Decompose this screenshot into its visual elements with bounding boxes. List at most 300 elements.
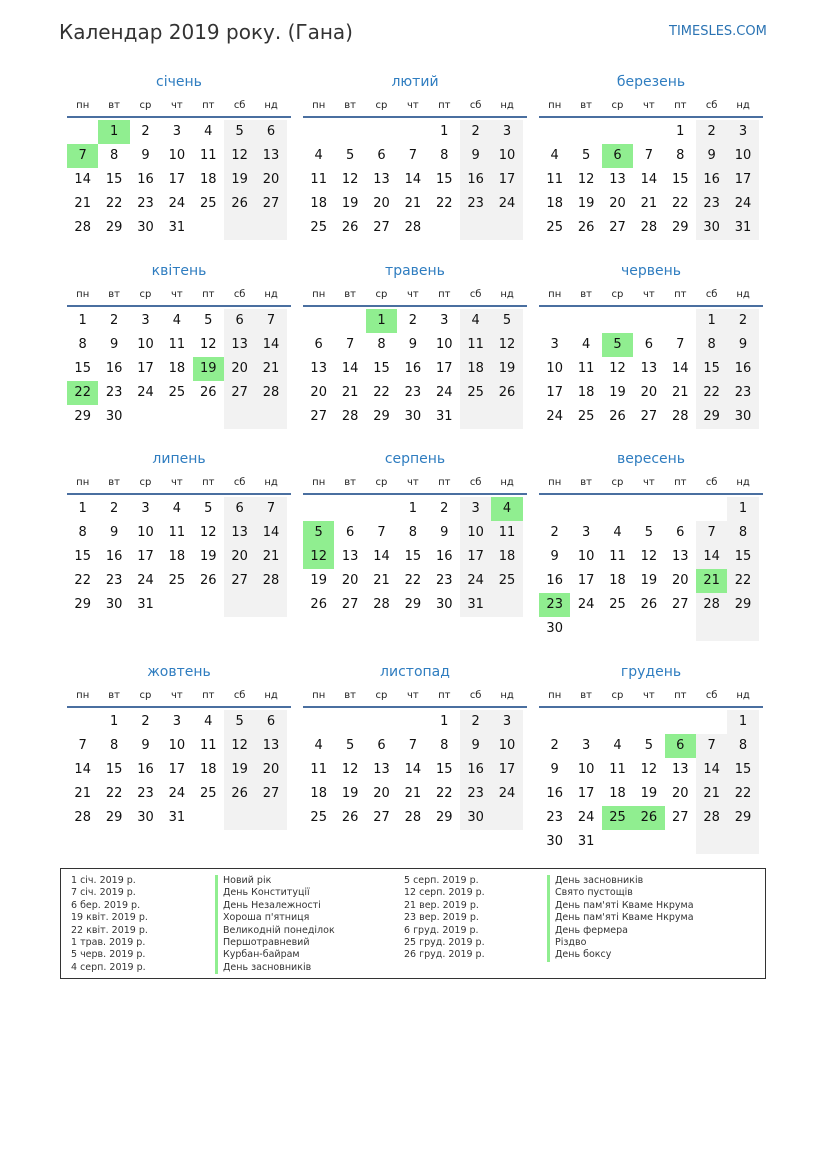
empty-cell	[334, 497, 365, 521]
weekday-label: пн	[312, 690, 326, 701]
legend-holiday-name: День Конституції	[215, 887, 335, 899]
day-cell: 5	[224, 120, 255, 144]
weekday-label: нд	[736, 289, 750, 300]
legend-date: 5 черв. 2019 р.	[71, 949, 146, 961]
day-cell: 21	[255, 545, 286, 569]
day-cell: 23	[105, 385, 123, 400]
day-cell: 13	[255, 734, 286, 758]
day-cell: 30	[435, 597, 453, 612]
day-cell: 8	[727, 521, 758, 545]
day-cell: 29	[696, 405, 727, 429]
day-cell: 1	[696, 309, 727, 333]
legend-holiday-name: Хороша п'ятниця	[215, 912, 335, 924]
day-cell: 11	[491, 521, 522, 545]
day-cell: 26	[199, 573, 217, 588]
day-cell: 21	[255, 357, 286, 381]
day-cell: 6	[377, 148, 386, 163]
empty-cell	[570, 617, 601, 641]
day-cell: 12	[224, 734, 255, 758]
weekday-label: нд	[264, 477, 278, 488]
weekday-label: чт	[407, 477, 419, 488]
day-cell: 30	[460, 806, 491, 830]
day-cell: 25	[546, 220, 563, 235]
legend-holiday-name: Новий рік	[215, 875, 335, 887]
day-cell: 10	[137, 337, 154, 352]
empty-cell	[429, 216, 460, 240]
legend-holiday-name: День засновників	[215, 962, 335, 974]
day-cell: 27	[373, 220, 390, 235]
day-cell: 26	[577, 220, 595, 235]
weekday-label: чт	[643, 477, 655, 488]
day-cell: 26	[224, 192, 255, 216]
day-cell: 3	[172, 124, 181, 139]
weekday-header	[67, 475, 291, 491]
day-cell: 24	[577, 597, 595, 612]
day-cell: 29	[727, 593, 758, 617]
empty-cell	[696, 710, 727, 734]
weekday-label: чт	[643, 690, 655, 701]
day-cell: 3	[141, 501, 150, 516]
day-cell: 26	[224, 782, 255, 806]
day-cell: 22	[696, 381, 727, 405]
empty-cell	[397, 710, 428, 734]
day-cell: 5	[204, 313, 213, 328]
day-cell: 3	[491, 710, 522, 734]
empty-cell	[539, 120, 570, 144]
day-cell: 18	[546, 196, 563, 211]
day-cell: 20	[310, 385, 327, 400]
weekday-label: вт	[344, 289, 356, 300]
legend-date: 6 бер. 2019 р.	[71, 899, 141, 911]
day-cell: 17	[491, 758, 522, 782]
legend-names-right	[547, 875, 694, 962]
weekday-label: ср	[611, 100, 624, 111]
header-rule	[67, 493, 291, 495]
day-cell: 28	[404, 810, 422, 825]
empty-cell	[633, 710, 664, 734]
empty-cell	[224, 806, 255, 830]
day-cell: 26	[341, 220, 359, 235]
empty-cell	[665, 497, 696, 521]
day-grid	[67, 120, 291, 240]
day-cell: 4	[314, 738, 323, 753]
day-cell: 11	[577, 361, 595, 376]
day-cell: 31	[168, 220, 186, 235]
day-cell: 19	[341, 786, 359, 801]
day-cell: 10	[546, 361, 563, 376]
day-cell: 2	[408, 313, 417, 328]
empty-cell	[696, 617, 727, 641]
day-cell: 17	[460, 545, 491, 569]
day-cell: 16	[546, 786, 563, 801]
holiday-day-cell: 12	[303, 545, 334, 569]
holiday-day-cell: 4	[491, 497, 522, 521]
day-cell: 29	[671, 220, 689, 235]
empty-cell	[67, 120, 98, 144]
day-cell: 4	[550, 148, 559, 163]
day-cell: 6	[255, 710, 286, 734]
empty-cell	[366, 710, 397, 734]
day-cell: 15	[435, 762, 453, 777]
day-cell: 24	[435, 385, 453, 400]
day-cell: 24	[137, 573, 154, 588]
day-cell: 15	[435, 172, 453, 187]
month-name: жовтень	[147, 664, 211, 680]
day-cell: 24	[727, 192, 758, 216]
empty-cell	[67, 710, 98, 734]
empty-cell	[602, 830, 633, 854]
day-cell: 7	[408, 148, 417, 163]
weekday-label: ср	[375, 289, 388, 300]
weekday-label: пн	[312, 289, 326, 300]
day-cell: 5	[581, 148, 591, 163]
day-cell: 25	[310, 810, 327, 825]
day-cell: 10	[168, 148, 186, 163]
weekday-label: чт	[407, 690, 419, 701]
weekday-label: чт	[643, 289, 655, 300]
empty-cell	[460, 216, 491, 240]
day-cell: 1	[109, 714, 119, 729]
holiday-day-cell: 19	[193, 357, 224, 381]
day-grid	[67, 309, 291, 429]
day-cell: 29	[727, 806, 758, 830]
day-cell: 23	[404, 385, 422, 400]
empty-cell	[255, 405, 286, 429]
day-cell: 7	[676, 337, 685, 352]
holiday-day-cell: 22	[67, 381, 98, 405]
month-block	[303, 261, 527, 429]
day-cell: 17	[577, 573, 595, 588]
empty-cell	[602, 497, 633, 521]
legend-date: 25 груд. 2019 р.	[404, 936, 485, 948]
day-cell: 20	[671, 786, 689, 801]
day-cell: 11	[168, 337, 186, 352]
weekday-header	[303, 475, 527, 491]
legend-holiday-name: Великодній понеділок	[215, 925, 335, 937]
day-cell: 26	[199, 385, 217, 400]
day-cell: 18	[609, 786, 626, 801]
day-cell: 25	[310, 220, 327, 235]
day-cell: 6	[224, 309, 255, 333]
day-cell: 2	[440, 501, 449, 516]
day-cell: 27	[671, 597, 689, 612]
holiday-legend	[60, 868, 766, 979]
day-cell: 13	[671, 549, 689, 564]
day-cell: 26	[310, 597, 327, 612]
legend-holiday-name: Курбан-байрам	[215, 949, 335, 961]
day-cell: 12	[224, 144, 255, 168]
day-cell: 15	[373, 361, 390, 376]
day-cell: 23	[435, 573, 453, 588]
day-cell: 30	[546, 621, 563, 636]
day-cell: 15	[727, 758, 758, 782]
empty-cell	[727, 830, 758, 854]
day-cell: 30	[105, 409, 123, 424]
day-cell: 28	[341, 409, 359, 424]
weekday-label: пт	[674, 477, 687, 488]
day-cell: 4	[613, 738, 622, 753]
day-cell: 20	[255, 168, 286, 192]
day-cell: 11	[310, 172, 327, 187]
weekday-label: пн	[76, 100, 90, 111]
month-block	[539, 261, 763, 429]
month-block	[539, 662, 763, 854]
weekday-header	[67, 688, 291, 704]
legend-holiday-name: День пам'яті Кваме Нкрума	[547, 912, 694, 924]
day-cell: 22	[671, 196, 689, 211]
day-cell: 10	[137, 525, 154, 540]
empty-cell	[491, 593, 522, 617]
weekday-header	[539, 98, 763, 114]
month-name: серпень	[384, 451, 446, 467]
day-cell: 15	[105, 172, 123, 187]
header-rule	[67, 706, 291, 708]
day-cell: 21	[373, 573, 390, 588]
day-cell: 23	[105, 573, 123, 588]
day-cell: 21	[74, 786, 91, 801]
day-cell: 25	[168, 573, 186, 588]
empty-cell	[303, 710, 334, 734]
weekday-header	[67, 98, 291, 114]
day-cell: 20	[224, 357, 255, 381]
month-block	[67, 261, 291, 429]
month-block	[539, 449, 763, 641]
day-cell: 21	[341, 385, 359, 400]
day-cell: 23	[460, 192, 491, 216]
day-cell: 14	[640, 172, 658, 187]
day-cell: 9	[696, 144, 727, 168]
day-cell: 30	[137, 810, 154, 825]
weekday-label: чт	[407, 100, 419, 111]
day-cell: 7	[408, 738, 417, 753]
month-block	[303, 72, 527, 240]
empty-cell	[665, 309, 696, 333]
weekday-label: ср	[139, 289, 152, 300]
empty-cell	[665, 830, 696, 854]
month-name: лютий	[391, 74, 439, 90]
legend-holiday-name: День пам'яті Кваме Нкрума	[547, 900, 694, 912]
day-cell: 11	[546, 172, 563, 187]
legend-holiday-name: Свято пустощів	[547, 887, 694, 899]
legend-holiday-name: День боксу	[547, 949, 694, 961]
day-cell: 3	[491, 120, 522, 144]
day-cell: 30	[696, 216, 727, 240]
day-cell: 16	[137, 762, 154, 777]
legend-date: 12 серп. 2019 р.	[404, 887, 485, 899]
weekday-header	[303, 688, 527, 704]
day-cell: 28	[255, 381, 286, 405]
day-cell: 16	[105, 549, 123, 564]
empty-cell	[491, 216, 522, 240]
day-cell: 10	[168, 738, 186, 753]
weekday-label: ср	[139, 100, 152, 111]
empty-cell	[491, 405, 522, 429]
weekday-label: нд	[264, 100, 278, 111]
day-cell: 11	[609, 549, 626, 564]
day-cell: 17	[727, 168, 758, 192]
weekday-label: нд	[264, 690, 278, 701]
month-name: квітень	[151, 263, 207, 279]
day-cell: 4	[613, 525, 622, 540]
day-cell: 11	[199, 148, 217, 163]
day-cell: 9	[550, 762, 559, 777]
day-cell: 22	[727, 569, 758, 593]
month-block	[67, 662, 291, 830]
weekday-label: сб	[705, 289, 718, 300]
weekday-label: пн	[312, 477, 326, 488]
day-cell: 11	[609, 762, 626, 777]
legend-holiday-name: Першотравневий	[215, 937, 335, 949]
weekday-label: пт	[674, 289, 687, 300]
day-cell: 24	[491, 192, 522, 216]
day-cell: 31	[435, 409, 453, 424]
day-cell: 14	[404, 172, 422, 187]
day-cell: 17	[168, 762, 186, 777]
day-cell: 16	[460, 758, 491, 782]
empty-cell	[255, 806, 286, 830]
day-cell: 6	[345, 525, 355, 540]
day-cell: 2	[109, 501, 119, 516]
weekday-label: сб	[705, 477, 718, 488]
day-cell: 15	[696, 357, 727, 381]
day-cell: 20	[373, 196, 390, 211]
day-cell: 22	[74, 573, 91, 588]
month-name: травень	[385, 263, 445, 279]
day-cell: 7	[696, 521, 727, 545]
day-cell: 8	[78, 525, 87, 540]
empty-cell	[303, 497, 334, 521]
legend-holiday-name: День Незалежності	[215, 900, 335, 912]
day-cell: 8	[696, 333, 727, 357]
day-cell: 25	[577, 409, 595, 424]
holiday-day-cell: 1	[98, 120, 129, 144]
day-cell: 8	[676, 148, 685, 163]
day-cell: 5	[345, 738, 355, 753]
day-cell: 4	[172, 501, 181, 516]
holiday-day-cell: 23	[539, 593, 570, 617]
day-cell: 8	[727, 734, 758, 758]
empty-cell	[633, 120, 664, 144]
empty-cell	[633, 309, 664, 333]
weekday-label: сб	[705, 100, 718, 111]
day-cell: 31	[727, 216, 758, 240]
weekday-label: чт	[643, 100, 655, 111]
day-cell: 7	[255, 309, 286, 333]
day-cell: 28	[696, 806, 727, 830]
day-cell: 9	[550, 549, 559, 564]
day-cell: 25	[460, 381, 491, 405]
day-cell: 11	[168, 525, 186, 540]
day-cell: 6	[314, 337, 323, 352]
day-cell: 18	[577, 385, 595, 400]
day-cell: 13	[341, 549, 359, 564]
day-cell: 19	[577, 196, 595, 211]
day-cell: 19	[640, 573, 658, 588]
weekday-label: сб	[469, 100, 482, 111]
day-cell: 18	[168, 361, 186, 376]
day-cell: 19	[640, 786, 658, 801]
day-cell: 4	[460, 309, 491, 333]
weekday-label: сб	[705, 690, 718, 701]
day-cell: 7	[255, 497, 286, 521]
day-grid	[539, 710, 763, 854]
empty-cell	[366, 497, 397, 521]
header-rule	[67, 305, 291, 307]
day-cell: 15	[727, 545, 758, 569]
empty-cell	[161, 405, 192, 429]
day-cell: 19	[224, 758, 255, 782]
empty-cell	[193, 405, 224, 429]
weekday-label: вт	[580, 477, 592, 488]
day-cell: 2	[550, 525, 559, 540]
day-grid	[539, 497, 763, 641]
legend-dates-left	[71, 875, 148, 974]
weekday-header	[539, 287, 763, 303]
day-cell: 4	[204, 714, 213, 729]
day-cell: 3	[727, 120, 758, 144]
weekday-label: пн	[548, 477, 562, 488]
legend-date: 4 серп. 2019 р.	[71, 961, 146, 973]
day-cell: 27	[224, 381, 255, 405]
day-cell: 20	[373, 786, 390, 801]
day-cell: 13	[671, 762, 689, 777]
day-cell: 29	[373, 409, 390, 424]
legend-date: 22 квіт. 2019 р.	[71, 924, 148, 936]
day-cell: 4	[172, 313, 181, 328]
weekday-label: нд	[500, 690, 514, 701]
legend-holiday-name: День фермера	[547, 925, 694, 937]
empty-cell	[665, 617, 696, 641]
weekday-label: ср	[611, 690, 624, 701]
day-cell: 13	[255, 144, 286, 168]
header-rule	[539, 493, 763, 495]
empty-cell	[334, 710, 365, 734]
day-cell: 22	[373, 385, 390, 400]
day-cell: 20	[341, 573, 359, 588]
day-cell: 11	[310, 762, 327, 777]
day-cell: 7	[377, 525, 386, 540]
empty-cell	[696, 830, 727, 854]
day-cell: 8	[440, 148, 449, 163]
day-cell: 8	[109, 738, 119, 753]
holiday-day-cell: 25	[602, 806, 633, 830]
empty-cell	[224, 216, 255, 240]
day-cell: 9	[727, 333, 758, 357]
day-grid	[303, 710, 527, 830]
day-cell: 27	[640, 409, 658, 424]
day-cell: 31	[577, 834, 595, 849]
weekday-label: сб	[469, 690, 482, 701]
day-cell: 19	[491, 357, 522, 381]
weekday-label: сб	[233, 100, 246, 111]
legend-date: 1 січ. 2019 р.	[71, 875, 136, 886]
weekday-label: сб	[233, 289, 246, 300]
empty-cell	[334, 309, 365, 333]
weekday-label: пт	[438, 477, 451, 488]
weekday-label: чт	[171, 690, 183, 701]
day-cell: 14	[696, 545, 727, 569]
day-cell: 16	[696, 168, 727, 192]
day-cell: 10	[460, 521, 491, 545]
day-cell: 16	[404, 361, 422, 376]
day-cell: 20	[640, 385, 658, 400]
weekday-label: пн	[76, 690, 90, 701]
site-link[interactable]: TIMESLES.COM	[669, 24, 767, 39]
day-cell: 16	[727, 357, 758, 381]
empty-cell	[570, 710, 601, 734]
day-cell: 13	[224, 521, 255, 545]
weekday-header	[303, 98, 527, 114]
